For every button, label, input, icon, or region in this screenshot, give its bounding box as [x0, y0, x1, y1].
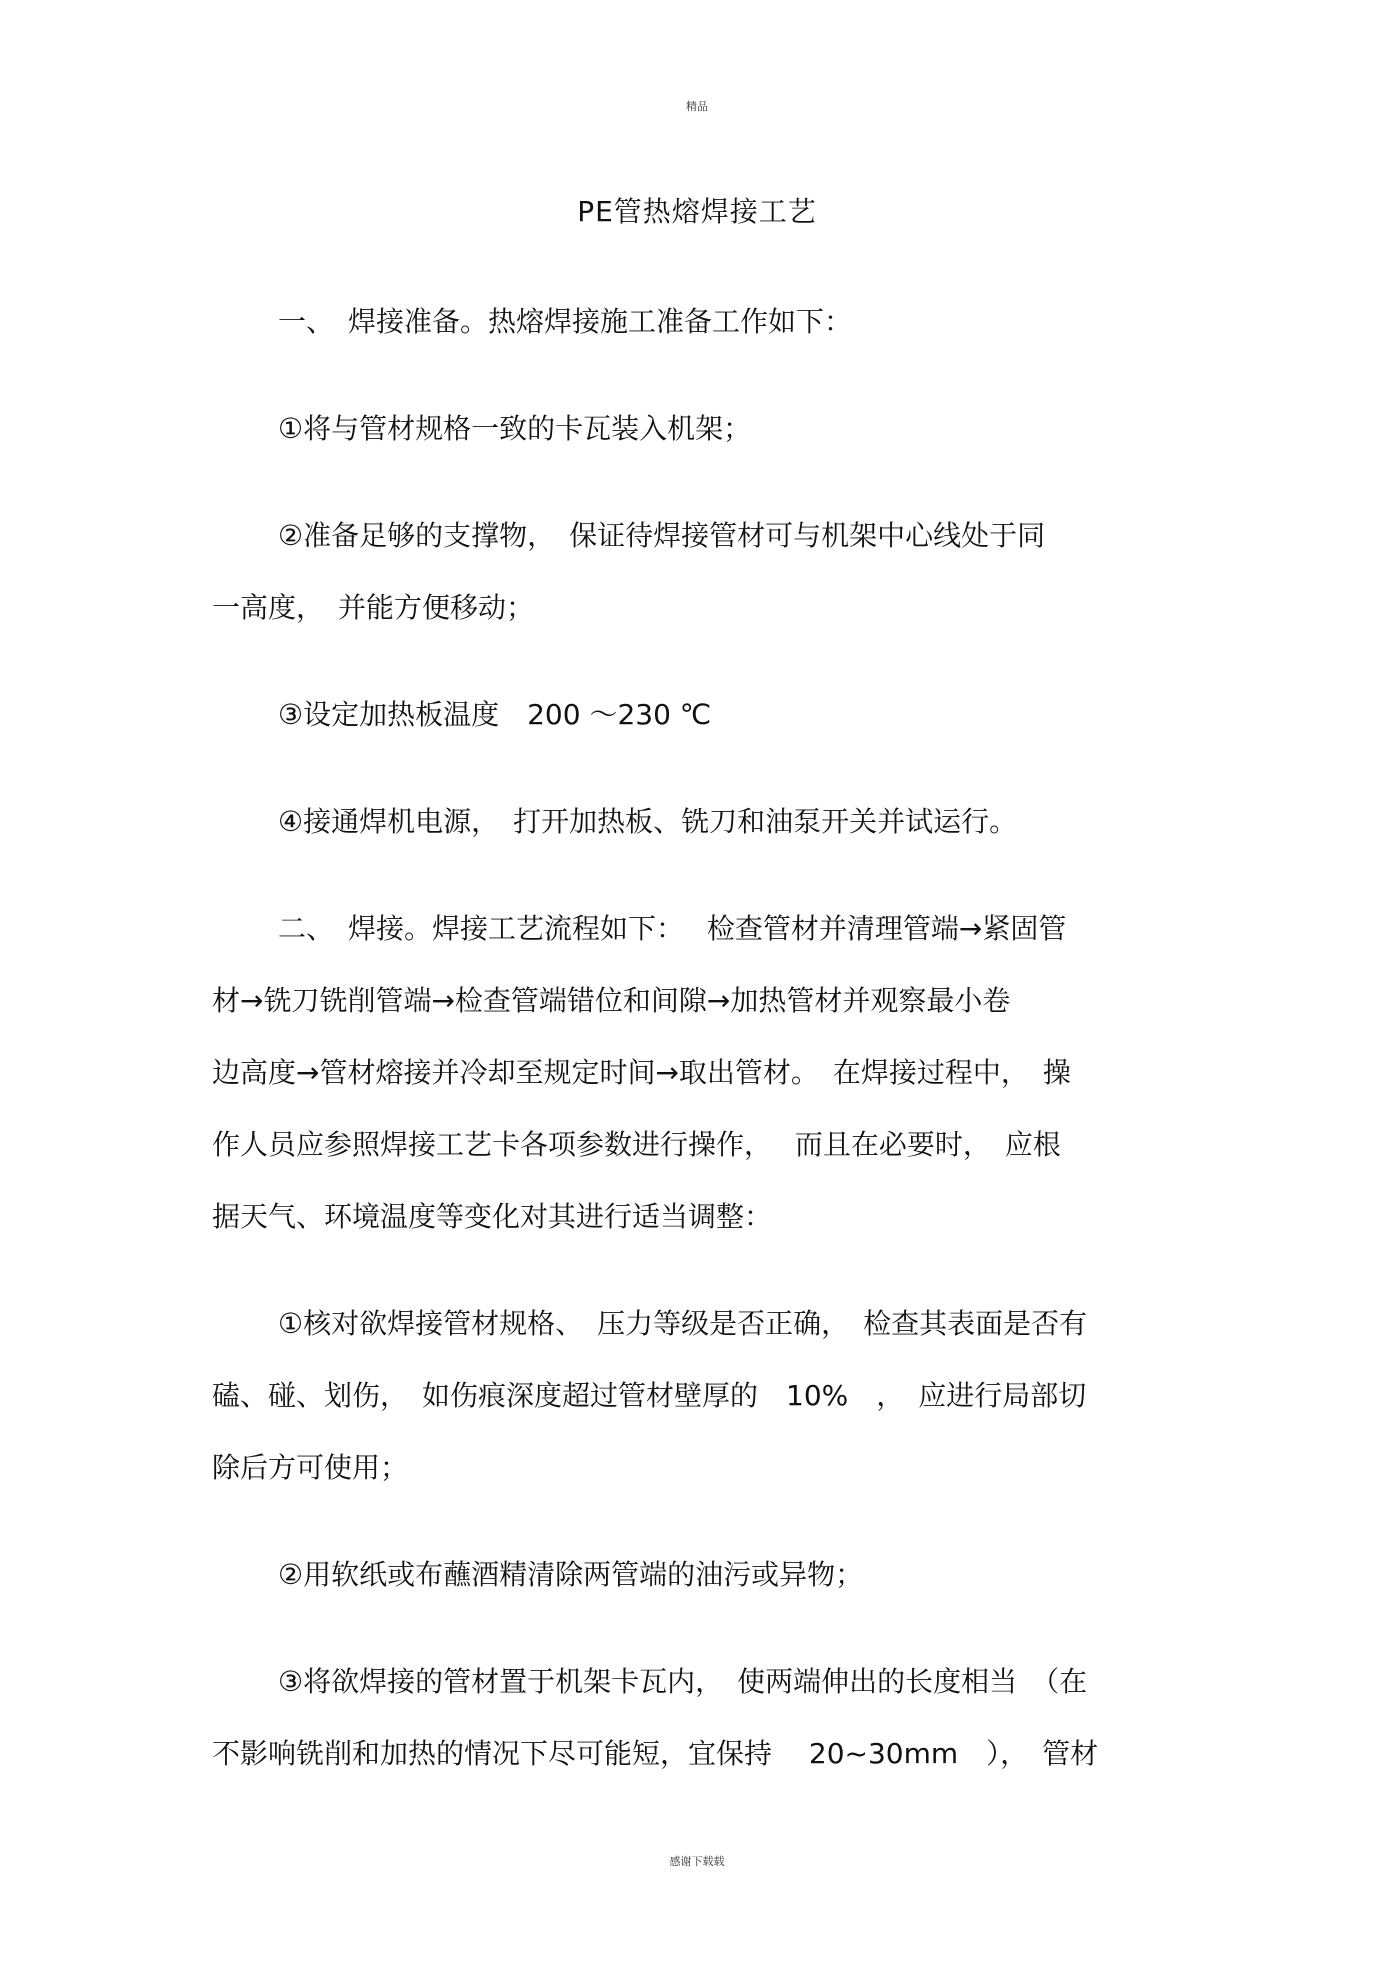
paragraph-line: ③设定加热板温度 200 ～230 ℃: [278, 698, 712, 731]
paragraph-line: 边高度→管材熔接并冷却至规定时间→取出管材。 在焊接过程中， 操: [212, 1056, 1071, 1089]
paragraph-line: ①核对欲焊接管材规格、 压力等级是否正确， 检查其表面是否有: [278, 1307, 1088, 1340]
paragraph-line: 磕、碰、划伤， 如伤痕深度超过管材壁厚的 10% ， 应进行局部切: [212, 1379, 1087, 1412]
section-1-heading: 一、 焊接准备。热熔焊接施工准备工作如下：: [278, 305, 853, 338]
paragraph-line: ②用软纸或布蘸酒精清除两管端的油污或异物；: [278, 1558, 864, 1591]
paragraph-line: 材→铣刀铣削管端→检查管端错位和间隙→加热管材并观察最小卷: [212, 984, 1011, 1017]
paragraph-line: ④接通焊机电源， 打开加热板、铣刀和油泵开关并试运行。: [278, 805, 1018, 838]
paragraph-line: 除后方可使用；: [212, 1451, 409, 1484]
header-watermark: 精品: [686, 100, 708, 113]
paragraph-line: 一高度， 并能方便移动；: [212, 591, 535, 624]
document-title: PE管热熔焊接工艺: [577, 195, 817, 228]
section-2-heading: 二、 焊接。焊接工艺流程如下： 检查管材并清理管端→紧固管: [278, 912, 1067, 945]
paragraph-line: ③将欲焊接的管材置于机架卡瓦内， 使两端伸出的长度相当 （在: [278, 1665, 1088, 1698]
paragraph-line: 作人员应参照焊接工艺卡各项参数进行操作， 而且在必要时， 应根: [212, 1128, 1061, 1161]
paragraph-line: 不影响铣削和加热的情况下尽可能短，宜保持 20~30mm ）， 管材: [212, 1737, 1099, 1770]
footer-watermark: 感谢下载载: [669, 1855, 725, 1868]
paragraph-line: ①将与管材规格一致的卡瓦装入机架；: [278, 412, 752, 445]
paragraph-line: ②准备足够的支撑物， 保证待焊接管材可与机架中心线处于同: [278, 519, 1046, 552]
paragraph-line: 据天气、环境温度等变化对其进行适当调整：: [212, 1200, 773, 1233]
